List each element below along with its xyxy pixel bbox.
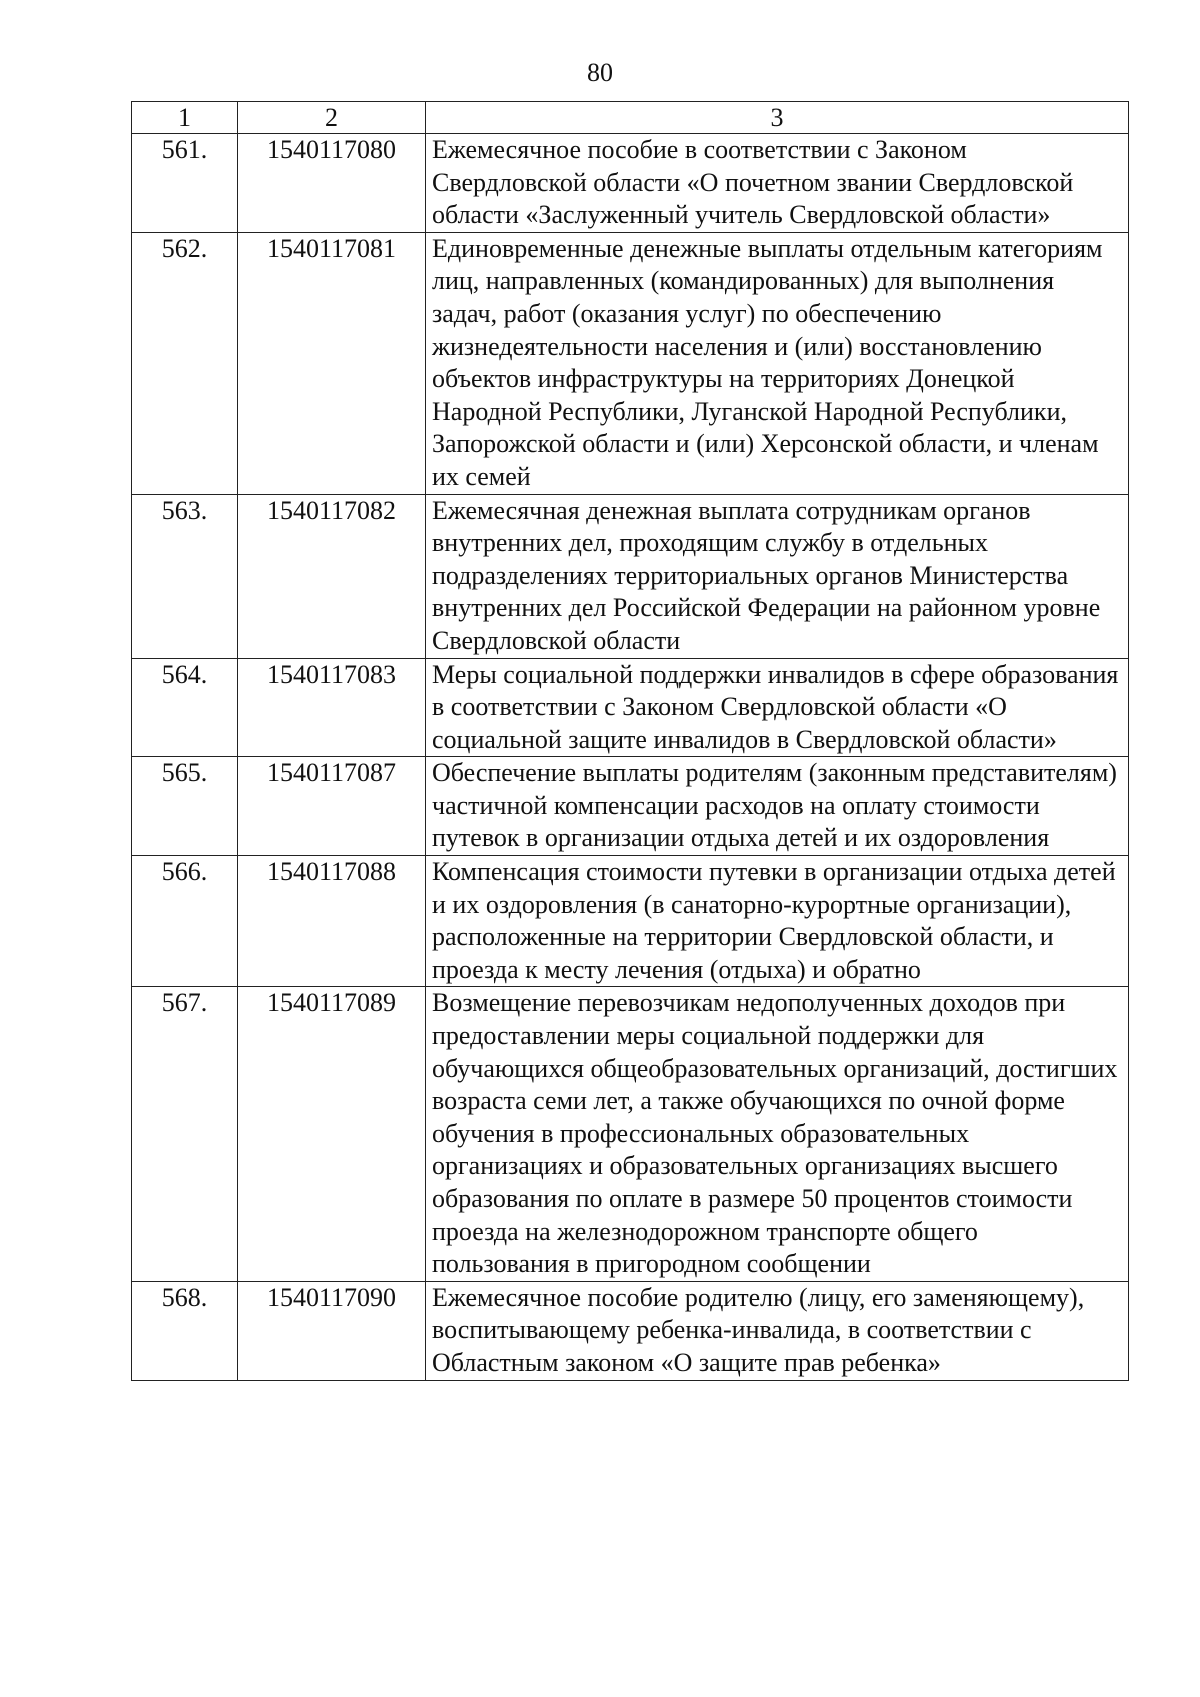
table-row xyxy=(132,134,1129,233)
column-header-3: 3 xyxy=(426,102,1129,134)
row-code: 1540117082 xyxy=(238,494,426,658)
row-code: 1540117081 xyxy=(238,232,426,494)
row-number: 564. xyxy=(132,658,238,757)
row-code: 1540117089 xyxy=(238,987,426,1281)
row-description: Обеспечение выплаты родителям (законным представителям) частичной компенсации расходов на оплату стоимости путевок в организации отдыха детей и их оздоровления xyxy=(426,757,1129,856)
row-code: 1540117090 xyxy=(238,1281,426,1380)
table-header-row xyxy=(132,102,1129,134)
row-code: 1540117080 xyxy=(238,134,426,233)
row-number: 566. xyxy=(132,856,238,987)
column-header-2: 2 xyxy=(238,102,426,134)
row-description: Ежемесячное пособие в соответствии с Законом Свердловской области «О почетном звании Свердловской области «Заслуженный учитель Свердловской области» xyxy=(426,134,1129,233)
row-number: 567. xyxy=(132,987,238,1281)
page-number: 80 xyxy=(587,58,613,87)
table-row xyxy=(132,987,1129,1281)
row-code: 1540117087 xyxy=(238,757,426,856)
row-number: 563. xyxy=(132,494,238,658)
row-description: Возмещение перевозчикам недополученных доходов при предоставлении меры социальной поддержки для обучающихся общеобразовательных организаций, достигших возраста семи лет, а также обучающихся по очной форме обучения в профессиональных образовательных организациях и образовательных организациях высшего образования по оплате в размере 50 процентов стоимости проезда на железнодорожном транспорте общего пользования в пригородном сообщении xyxy=(426,987,1129,1281)
column-header-1: 1 xyxy=(132,102,238,134)
row-description: Компенсация стоимости путевки в организации отдыха детей и их оздоровления (в санаторно-курортные организации), расположенные на территории Свердловской области, и проезда к месту лечения (отдыха) и обратно xyxy=(426,856,1129,987)
table-row xyxy=(132,232,1129,494)
row-number: 561. xyxy=(132,134,238,233)
budget-codes-table xyxy=(131,101,1129,1381)
table-row xyxy=(132,856,1129,987)
row-description: Ежемесячное пособие родителю (лицу, его заменяющему), воспитывающему ребенка-инвалида, в соответствии с Областным законом «О защите прав ребенка» xyxy=(426,1281,1129,1380)
row-description: Ежемесячная денежная выплата сотрудникам органов внутренних дел, проходящим службу в отдельных подразделениях территориальных органов Министерства внутренних дел Российской Федерации на районном уровне Свердловской области xyxy=(426,494,1129,658)
row-description: Единовременные денежные выплаты отдельным категориям лиц, направленных (командированных) для выполнения задач, работ (оказания услуг) по обеспечению жизнедеятельности населения и (или) восстановлению объектов инфраструктуры на территориях Донецкой Народной Республики, Луганской Народной Республики, Запорожской области и (или) Херсонской области, и членам их семей xyxy=(426,232,1129,494)
row-code: 1540117083 xyxy=(238,658,426,757)
row-number: 562. xyxy=(132,232,238,494)
table-row xyxy=(132,757,1129,856)
row-description: Меры социальной поддержки инвалидов в сфере образования в соответствии с Законом Свердловской области «О социальной защите инвалидов в Свердловской области» xyxy=(426,658,1129,757)
row-number: 565. xyxy=(132,757,238,856)
row-code: 1540117088 xyxy=(238,856,426,987)
row-number: 568. xyxy=(132,1281,238,1380)
table-row xyxy=(132,1281,1129,1380)
table-row xyxy=(132,658,1129,757)
table-row xyxy=(132,494,1129,658)
